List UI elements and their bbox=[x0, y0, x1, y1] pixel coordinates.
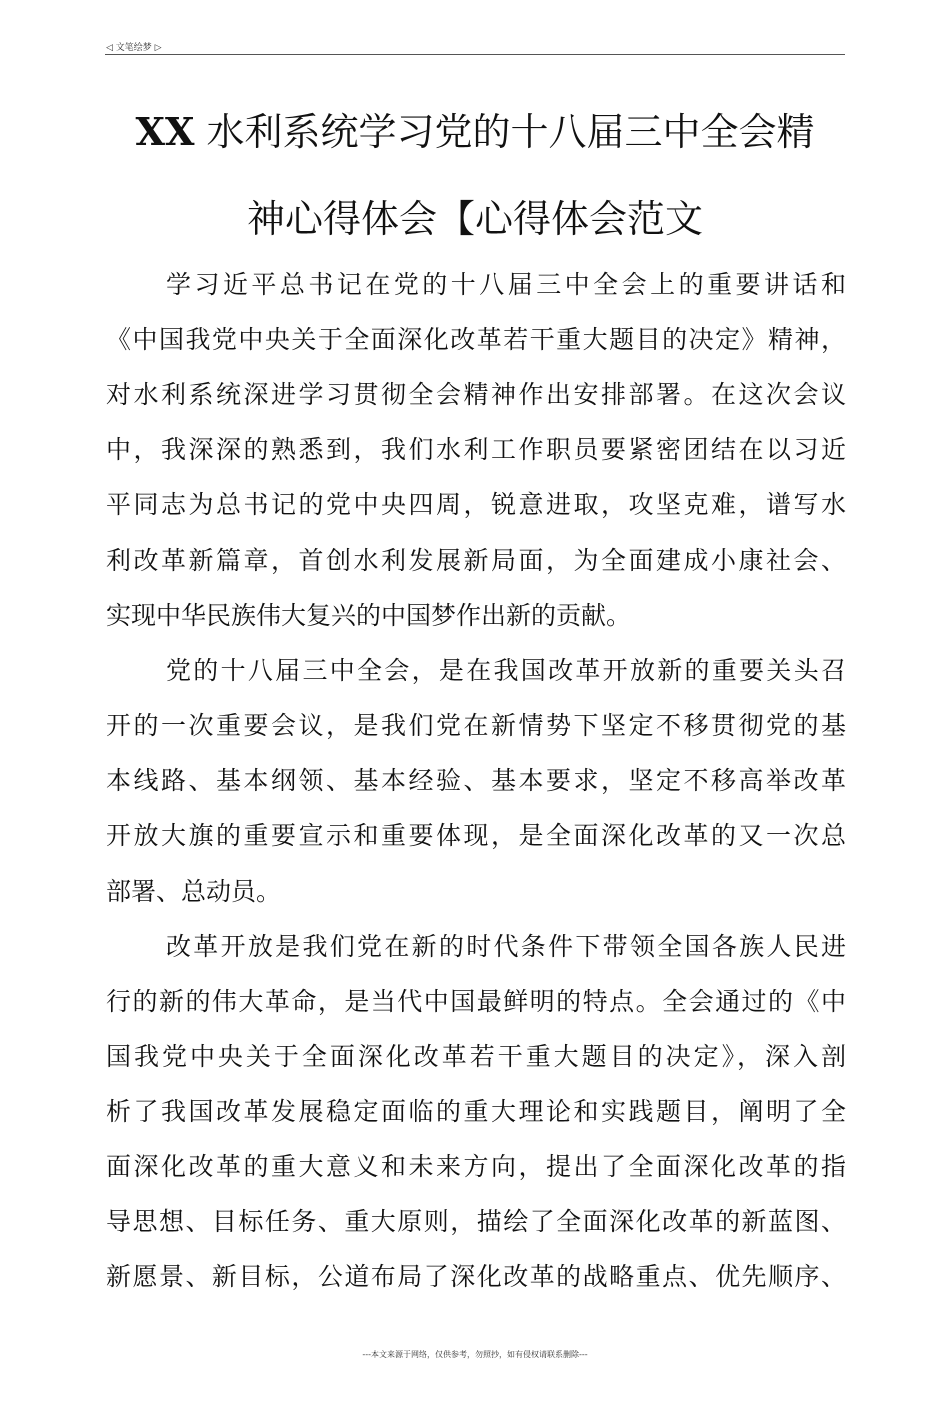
body-line: 党的十八届三中全会，是在我国改革开放新的重要关头召 bbox=[166, 656, 846, 685]
body-line: 开放大旗的重要宣示和重要体现，是全面深化改革的又一次总 bbox=[106, 821, 846, 850]
document-title-line-1 bbox=[100, 110, 850, 154]
document-title-line-2: 神心得体会【心得体会范文 bbox=[246, 197, 703, 241]
body-line: 平同志为总书记的党中央四周，锐意进取，攻坚克难，谱写水 bbox=[106, 490, 846, 519]
page-header-text: ◁ 文笔绘梦 ▷ bbox=[106, 43, 162, 53]
body-line: 利改革新篇章，首创水利发展新局面，为全面建成小康社会、 bbox=[106, 546, 846, 575]
body-line: 《中国我党中央关于全面深化改革若干重大题目的决定》精神， bbox=[106, 325, 846, 354]
body-line: 新愿景、新目标，公道布局了深化改革的战略重点、优先顺序、 bbox=[106, 1262, 846, 1291]
title-line-1-text: 水利系统学习党的十八届三中全会精 bbox=[194, 110, 815, 154]
body-line: 国我党中央关于全面深化改革若干重大题目的决定》，深入剖 bbox=[106, 1042, 846, 1071]
body-line: 析了我国改革发展稳定面临的重大理论和实践题目，阐明了全 bbox=[106, 1097, 846, 1126]
body-line: 改革开放是我们党在新的时代条件下带领全国各族人民进 bbox=[166, 932, 846, 961]
body-line: 实现中华民族伟大复兴的中国梦作出新的贡献。 bbox=[106, 601, 632, 630]
body-line: 学习近平总书记在党的十八届三中全会上的重要讲话和 bbox=[166, 270, 846, 299]
body-line: 导思想、目标任务、重大原则，描绘了全面深化改革的新蓝图、 bbox=[106, 1207, 846, 1236]
header-divider bbox=[105, 54, 845, 55]
body-line: 开的一次重要会议，是我们党在新情势下坚定不移贯彻党的基 bbox=[106, 711, 846, 740]
body-line: 本线路、基本纲领、基本经验、基本要求，坚定不移高举改革 bbox=[106, 766, 846, 795]
body-line: 面深化改革的重大意义和未来方向，提出了全面深化改革的指 bbox=[106, 1152, 846, 1181]
body-line: 对水利系统深进学习贯彻全会精神作出安排部署。在这次会议 bbox=[106, 380, 846, 409]
body-line: 中，我深深的熟悉到，我们水利工作职员要紧密团结在以习近 bbox=[106, 435, 846, 464]
page-footer-disclaimer: ---本文来源于网络，仅供参考，勿照抄，如有侵权请联系删除--- bbox=[362, 1350, 588, 1359]
title-prefix: XX bbox=[135, 109, 195, 154]
body-line: 部署、总动员。 bbox=[106, 877, 282, 906]
body-line: 行的新的伟大革命，是当代中国最鲜明的特点。全会通过的《中 bbox=[106, 987, 846, 1016]
